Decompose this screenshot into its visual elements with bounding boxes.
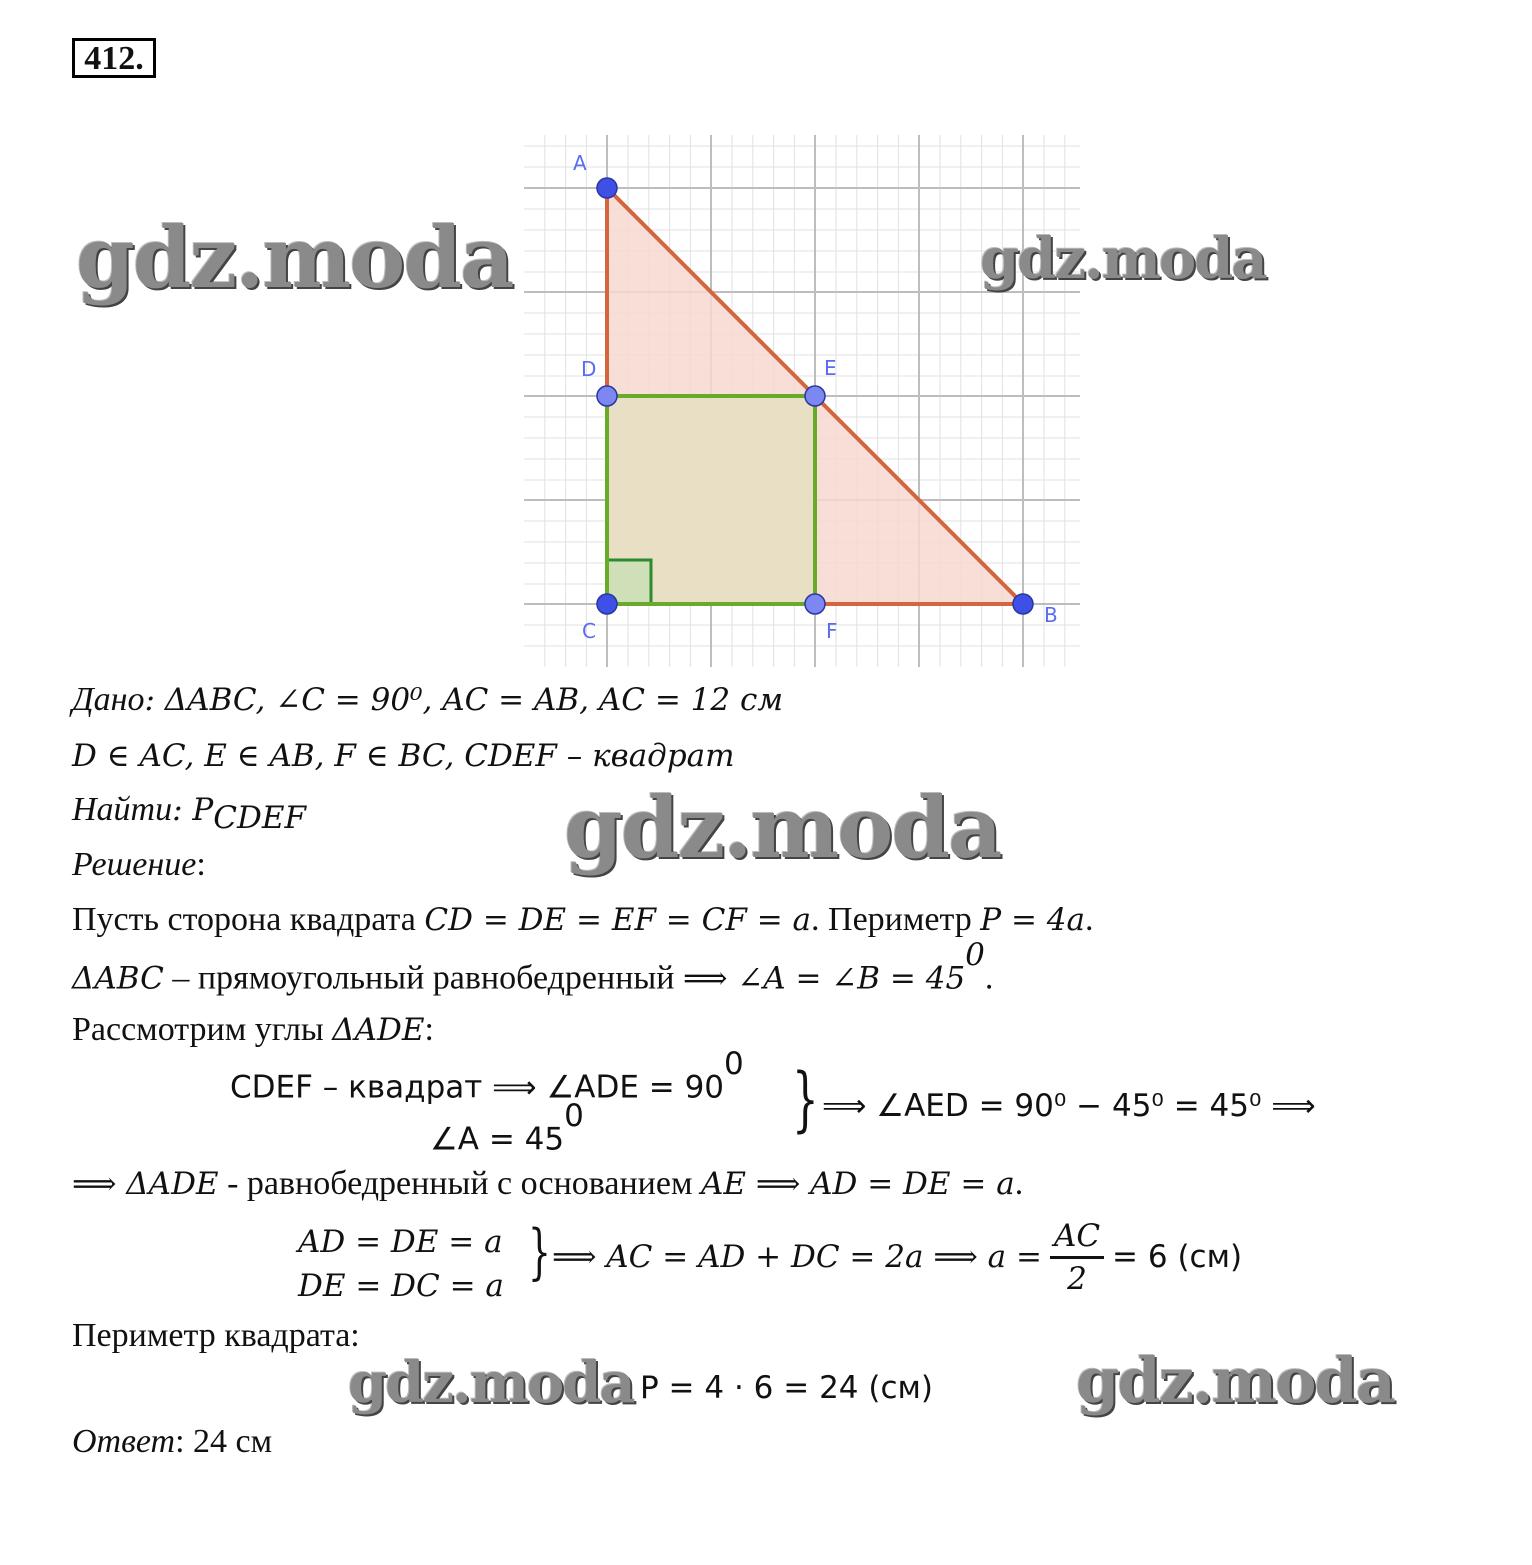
system-2-result [552,1212,1242,1302]
system-1-row-1 [230,1046,744,1107]
find-subscript: CDEF [213,799,306,836]
solution-line-1 [72,900,1094,940]
text: Периметр квадрата: [72,1317,360,1354]
point-b [1013,594,1033,614]
given-line [72,680,783,720]
math: AE ⟹ AD = DE = a [700,1166,1015,1202]
point-a [597,178,617,198]
find-label: Найти [72,791,173,828]
solution-line-2 [72,937,994,998]
text: – прямоугольный равнобедренный [163,959,683,997]
text: . Периметр [811,901,981,938]
label-c: C [582,619,596,643]
text: . [1014,1165,1024,1202]
given-label: Дано [72,681,145,718]
math: CDEF – квадрат ⟹ ∠ADE = 90 [230,1069,725,1106]
text: Рассмотрим углы [72,1011,333,1048]
math: ⟹ ΔADE [72,1166,219,1202]
system-2-row-1 [298,1222,503,1262]
point-e [805,386,825,406]
solution-line [72,845,206,885]
answer-label: Ответ [72,1423,176,1460]
watermark: gdz.moda [980,226,1266,292]
superscript: 0 [965,937,985,973]
math: ΔABC [72,960,164,997]
math: ΔADE [332,1012,425,1048]
point-f [805,594,825,614]
system-1-result [822,1086,1316,1126]
label-b: B [1044,603,1058,627]
watermark: gdz.moda [348,1350,634,1416]
math: CD = DE = EF = CF = a [424,902,812,938]
given-line-2 [72,736,735,776]
find-math: : P [172,792,214,828]
given-conditions: D ∈ AC, E ∈ AB, F ∈ BC, CDEF – квадрат [72,738,735,774]
perimeter-label [72,1316,360,1356]
math: ⟹ ∠A = ∠B = 45 [682,960,966,997]
math: = 6 (см) [1112,1239,1243,1275]
fraction-denominator: 2 [1067,1260,1087,1297]
system-2-row-2 [298,1266,504,1306]
text: . [984,959,994,997]
math: AD = DE = a [298,1224,503,1260]
watermark: gdz.moda [1076,1344,1394,1417]
solution-line-3 [72,1010,434,1050]
math: ⟹ ∠AED = 90⁰ − 45⁰ = 45⁰ ⟹ [822,1088,1316,1124]
solution-colon: : [196,846,206,883]
fraction-numerator: AC [1050,1216,1104,1259]
problem-number: 412. [72,38,156,78]
watermark: gdz.moda [76,208,513,307]
label-f: F [826,619,838,643]
math: ∠A = 45 [430,1121,565,1158]
superscript: 0 [564,1098,584,1134]
system-1-row-2 [430,1098,584,1159]
brace-1: } [792,1058,819,1140]
geometry-diagram [524,135,1080,667]
label-a: A [573,151,587,175]
math: P = 4a [980,902,1086,938]
watermark: gdz.moda [564,778,1001,877]
point-c [597,594,617,614]
fraction [1050,1216,1104,1299]
find-line [72,790,306,836]
label-d: D [581,357,597,381]
point-d [597,386,617,406]
label-e: E [824,356,837,380]
given-math: : ΔABC, ∠C = 90⁰, AC = AB, AC = 12 см [144,682,784,718]
text: Пусть сторона квадрата [72,901,425,938]
answer-value: : 24 см [175,1423,273,1460]
math: P = 4 · 6 = 24 (см) [640,1370,933,1406]
superscript: 0 [724,1046,744,1082]
brace-2: } [528,1217,551,1287]
solution-label: Решение [72,846,197,883]
text: - равнобедренный с основанием [218,1165,701,1202]
perimeter-formula [640,1368,933,1408]
math: ⟹ AC = AD + DC = 2a ⟹ a = [552,1239,1042,1275]
text: . [1085,901,1094,938]
math: DE = DC = a [298,1268,504,1304]
solution-line-4 [72,1164,1023,1204]
answer-line [72,1422,272,1462]
text: : [424,1011,434,1048]
